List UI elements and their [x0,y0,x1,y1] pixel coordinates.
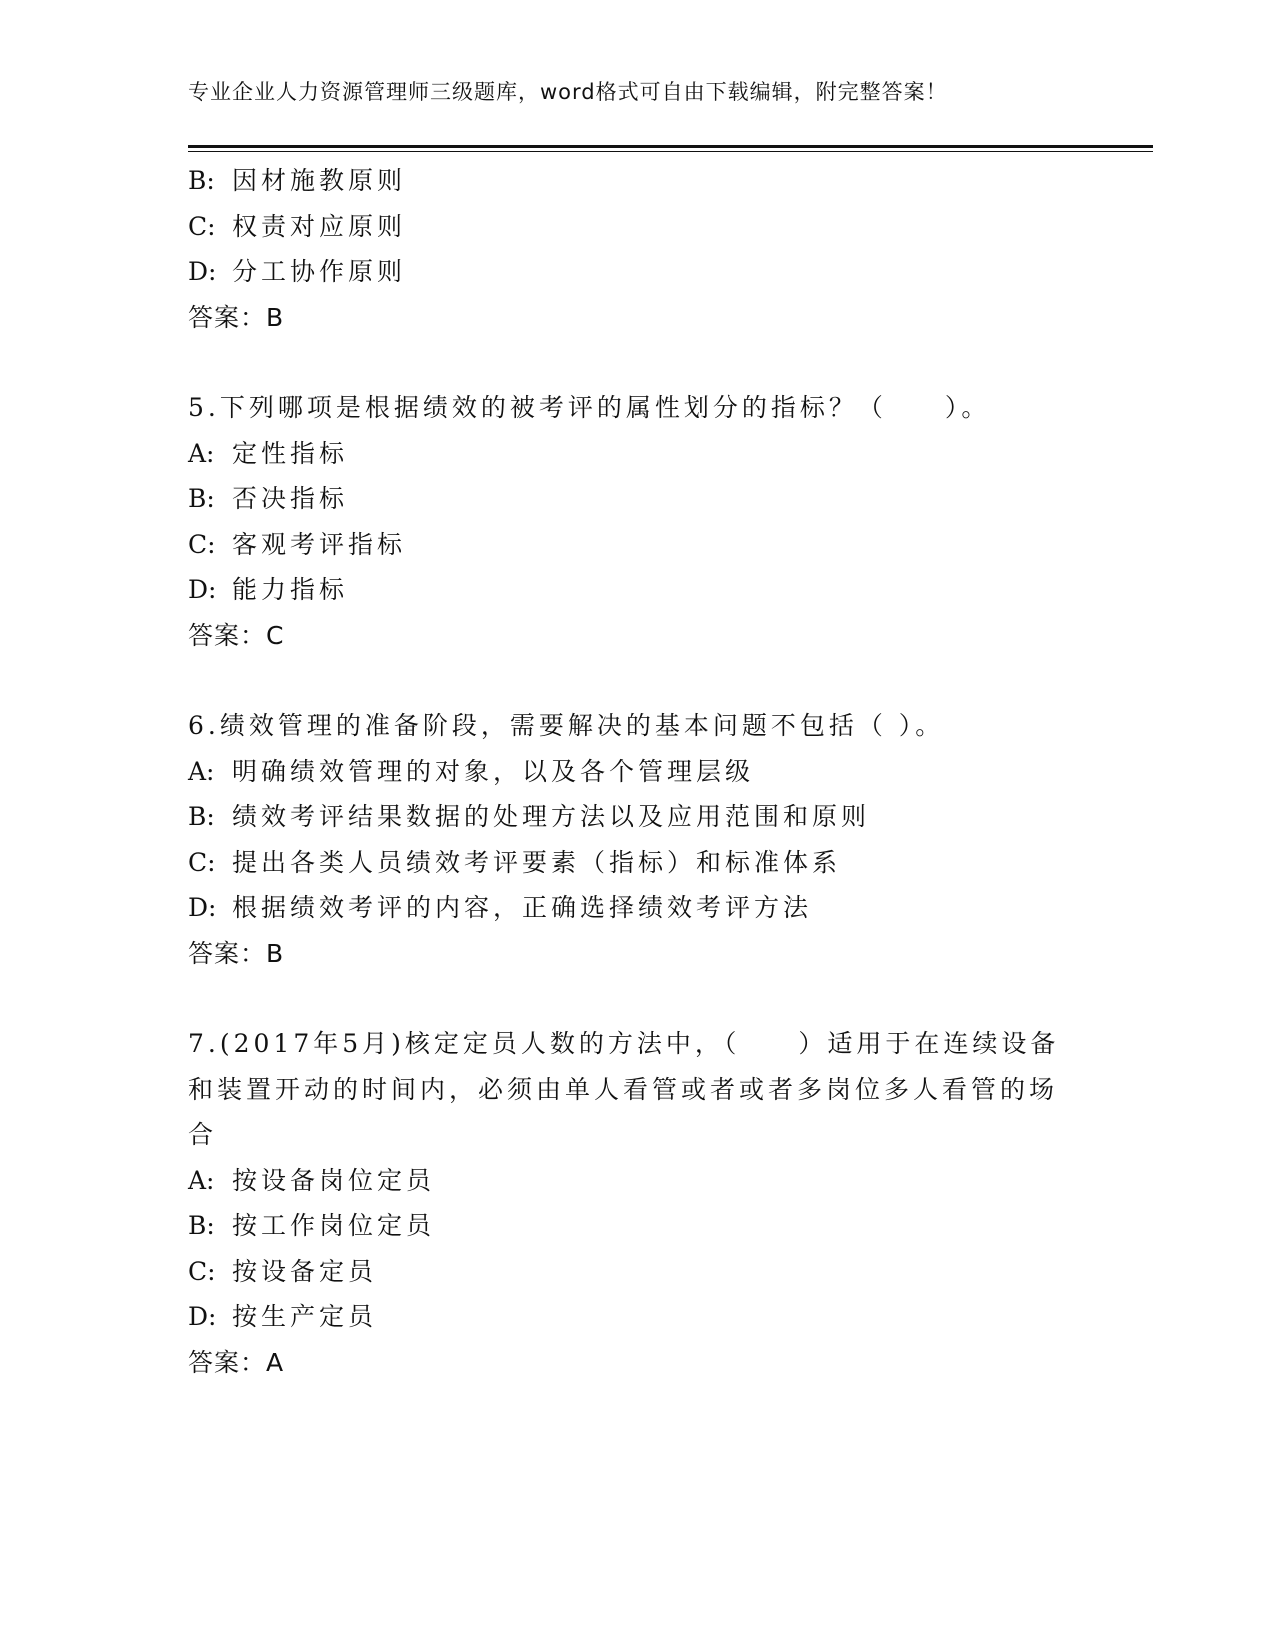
answer-line: 答案：C [188,620,285,650]
question-stem: 7.(2017年5月)核定定员人数的方法中，（ ）适用于在连续设备和装置开动的时间内，必须由单人看管或者或者多岗位多人看管的场合 [188,1029,1060,1149]
option-c [188,840,1088,886]
option-letter: C: [188,847,216,877]
option-letter: D: [188,893,217,922]
option-a [188,1158,1088,1204]
option-letter: C: [188,1256,216,1286]
option-text: 能力指标 [232,575,349,604]
option-text: 绩效考评结果数据的处理方法以及应用范围和原则 [232,802,871,831]
option-letter: D: [188,575,217,604]
option-text: 按生产定员 [232,1302,378,1331]
option-text: 按工作岗位定员 [232,1211,436,1240]
option-a [188,749,1088,795]
option-letter: C: [188,211,216,241]
question-4-continued [188,158,1088,340]
option-letter: B: [188,1211,215,1240]
question-stem: 5.下列哪项是根据绩效的被考评的属性划分的指标？（ ）。 [188,393,991,422]
option-letter: A: [188,1165,215,1195]
answer-line: 答案：B [188,938,285,968]
option-d [188,249,1088,295]
header-divider [188,145,1153,148]
option-c [188,1249,1088,1295]
option-b [188,476,1088,522]
option-letter: A: [188,756,215,786]
option-text: 因材施教原则 [232,166,407,195]
answer-line: 答案：B [188,302,285,332]
option-letter: D: [188,1302,217,1331]
option-letter: B: [188,802,215,831]
option-letter: B: [188,484,215,513]
page-header: 专业企业人力资源管理师三级题库，word格式可自由下载编辑，附完整答案！ [188,80,948,104]
question-stem: 6.绩效管理的准备阶段，需要解决的基本问题不包括（ ）。 [188,711,945,740]
option-text: 明确绩效管理的对象，以及各个管理层级 [232,756,755,786]
option-a [188,431,1088,477]
option-text: 按设备岗位定员 [232,1165,436,1195]
option-text: 分工协作原则 [232,257,407,286]
option-b [188,794,1088,840]
option-text: 根据绩效考评的内容，正确选择绩效考评方法 [232,893,813,922]
option-letter: B: [188,166,215,195]
option-text: 客观考评指标 [232,529,407,559]
option-b [188,158,1088,204]
option-text: 定性指标 [232,438,349,468]
question-6 [188,703,1088,976]
option-letter: A: [188,438,215,468]
option-d [188,1294,1088,1340]
option-text: 否决指标 [232,484,349,513]
question-list [188,158,1088,1385]
option-text: 提出各类人员绩效考评要素（指标）和标准体系 [232,847,842,877]
option-letter: C: [188,529,216,559]
option-c [188,204,1088,250]
question-7 [188,1021,1088,1385]
option-b [188,1203,1088,1249]
header-divider-thin [188,151,1153,152]
option-text: 按设备定员 [232,1256,378,1286]
option-d [188,885,1088,931]
answer-line: 答案：A [188,1347,285,1377]
option-text: 权责对应原则 [232,211,407,241]
question-5 [188,385,1088,658]
option-letter: D: [188,257,217,286]
option-d [188,567,1088,613]
option-c [188,522,1088,568]
